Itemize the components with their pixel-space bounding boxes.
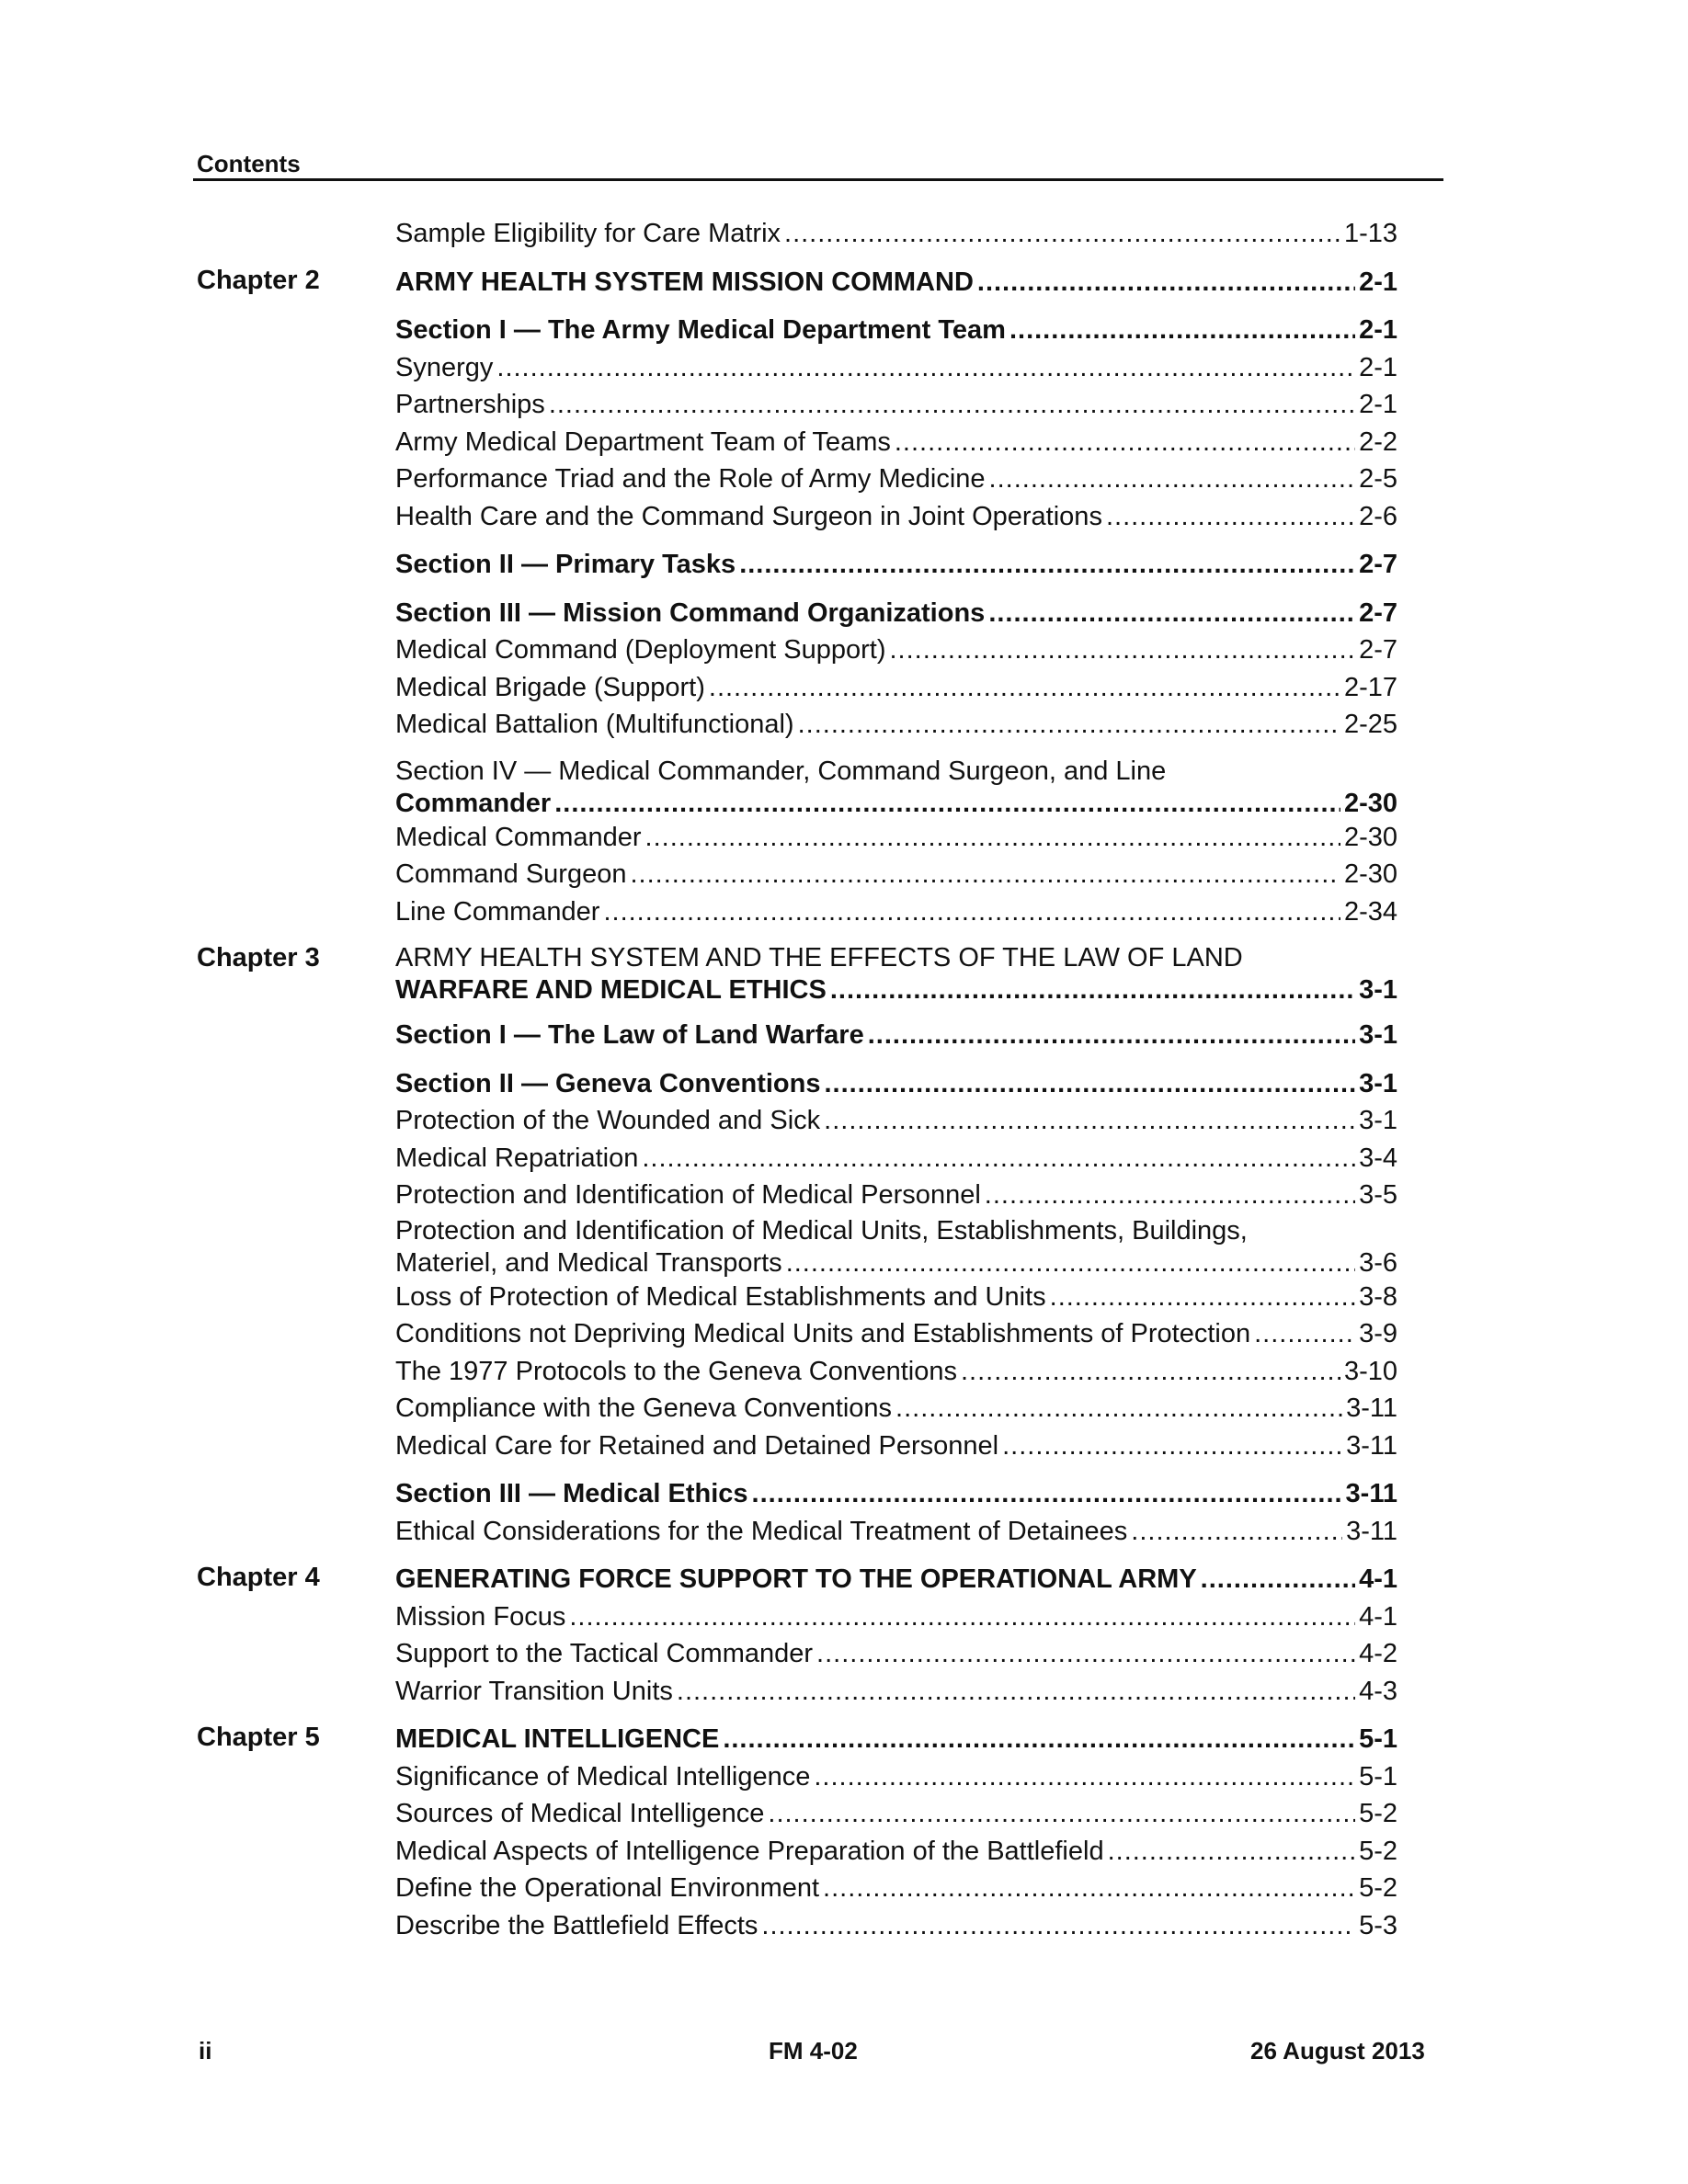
toc-entry [197,498,1397,536]
toc-leader-dots [985,1177,1355,1214]
toc-entry-body [197,1315,1397,1353]
toc-title: Section III — Medical Ethics [395,1479,748,1508]
table-of-contents [197,215,1397,1944]
toc-entry [197,215,1397,253]
toc-title: GENERATING FORCE SUPPORT TO THE OPERATIONAL ARMY [395,1564,1197,1594]
toc-entry-body [197,706,1397,744]
toc-entry [197,856,1397,893]
toc-title: Line Commander [395,896,600,927]
toc-page-number: 3-1 [1359,975,1397,1005]
toc-line [395,974,1397,1006]
toc-entry-body [197,1140,1397,1177]
toc-chapter-entry [197,941,1397,1006]
toc-entry-body [197,1428,1397,1465]
toc-leader-dots [814,1758,1355,1796]
toc-chapter-entry [197,264,1397,301]
toc-line [395,856,1397,893]
toc-entry-body [197,546,1397,584]
toc-title: Medical Brigade (Support) [395,672,705,702]
toc-title: Medical Care for Retained and Detained Personnel [395,1430,999,1461]
toc-entry [197,1833,1397,1871]
toc-entry-body [197,1907,1397,1945]
toc-page-number: 2-1 [1359,390,1397,419]
toc-line [395,461,1397,498]
toc-entry-body [197,1353,1397,1391]
toc-page-number: 3-10 [1343,1356,1397,1386]
chapter-label: Chapter 4 [197,1563,320,1592]
toc-page-number: 3-11 [1345,1479,1397,1508]
toc-leader-dots [630,856,1340,893]
toc-page-number: 3-5 [1359,1180,1397,1210]
toc-page-number: 4-2 [1359,1639,1397,1668]
toc-page-number: 2-30 [1343,788,1397,818]
toc-line [395,1635,1397,1673]
toc-section-entry [197,1475,1397,1513]
toc-page-number: 5-3 [1359,1910,1397,1940]
toc-section-entry [197,595,1397,632]
footer-date: 26 August 2013 [1250,2037,1425,2065]
toc-leader-dots [723,1721,1355,1758]
toc-page-number: 2-7 [1359,635,1397,665]
toc-line [395,1673,1397,1711]
toc-entry [197,1428,1397,1465]
toc-line [395,1598,1397,1636]
toc-line [395,546,1397,584]
toc-title-line1: ARMY HEALTH SYSTEM AND THE EFFECTS OF THE LAW OF LAND [395,943,1243,973]
toc-line [395,1315,1397,1353]
toc-title: Army Medical Department Team of Teams [395,427,891,457]
toc-entry [197,1315,1397,1353]
toc-title: Medical Aspects of Intelligence Preparation of the Battlefield [395,1836,1104,1866]
toc-title: Significance of Medical Intelligence [395,1761,811,1792]
toc-leader-dots [823,1870,1355,1907]
toc-title: ARMY HEALTH SYSTEM MISSION COMMAND [395,267,974,297]
toc-entry-body [197,755,1397,819]
toc-page-number: 1-13 [1343,219,1397,248]
toc-leader-dots [824,1102,1355,1140]
toc-entry [197,1279,1397,1316]
toc-title: MEDICAL INTELLIGENCE [395,1724,720,1754]
toc-page-number: 2-1 [1359,315,1397,345]
toc-leader-dots [752,1475,1342,1513]
toc-title-line1: Protection and Identification of Medical Units, Establishments, Buildings, [395,1215,1248,1246]
toc-page-number: 3-1 [1359,1020,1397,1050]
toc-title: Section III — Mission Command Organizations [395,597,986,628]
toc-entry-body [197,1017,1397,1054]
toc-entry [197,1177,1397,1214]
toc-entry [197,349,1397,387]
toc-title: Warrior Transition Units [395,1676,673,1706]
chapter-label: Chapter 3 [197,943,320,973]
toc-title: Health Care and the Command Surgeon in Joint Operations [395,501,1102,531]
toc-line [395,1475,1397,1513]
toc-leader-dots [1254,1315,1355,1353]
toc-leader-dots [825,1065,1356,1103]
toc-title: Compliance with the Geneva Conventions [395,1393,893,1423]
toc-line [395,1833,1397,1871]
toc-leader-dots [816,1635,1355,1673]
toc-line [395,386,1397,424]
toc-entry-body [197,498,1397,536]
toc-leader-dots [677,1673,1355,1711]
chapter-label: Chapter 2 [197,265,320,295]
toc-line [395,669,1397,707]
toc-title: Section I — The Law of Land Warfare [395,1020,864,1050]
toc-leader-dots [895,424,1355,461]
toc-leader-dots [988,595,1355,632]
toc-entry-body [197,349,1397,387]
toc-line [395,215,1397,253]
toc-leader-dots [977,264,1355,301]
toc-entry [197,1758,1397,1796]
toc-entry [197,1795,1397,1833]
toc-page-number: 2-30 [1343,822,1397,852]
toc-entry-body [197,1673,1397,1711]
toc-leader-dots [642,1140,1355,1177]
toc-entry [197,1907,1397,1945]
toc-leader-dots [1002,1428,1342,1465]
toc-line [395,1390,1397,1428]
toc-page-number: 2-7 [1359,597,1397,628]
toc-entry [197,1635,1397,1673]
toc-line [395,498,1397,536]
toc-line [395,1279,1397,1316]
toc-page-number: 3-4 [1359,1143,1397,1173]
toc-leader-dots [961,1353,1340,1391]
toc-entry-body [197,1065,1397,1103]
footer-doc-id: FM 4-02 [769,2037,858,2065]
toc-leader-dots [1050,1279,1355,1316]
toc-page-number: 3-1 [1359,1068,1397,1098]
toc-section-entry [197,1017,1397,1054]
header-rule [193,178,1443,181]
toc-title: Section II — Geneva Conventions [395,1068,821,1098]
toc-leader-dots [784,215,1340,253]
toc-entry-body [197,1870,1397,1907]
toc-entry-body [197,595,1397,632]
toc-page-number: 2-25 [1343,710,1397,739]
toc-entry [197,424,1397,461]
toc-page-number: 3-1 [1359,1106,1397,1135]
chapter-label: Chapter 5 [197,1723,320,1752]
toc-leader-dots [1131,1513,1342,1551]
running-head: Contents [197,150,301,177]
toc-leader-dots [1009,312,1355,349]
toc-entry-body [197,1513,1397,1551]
toc-entry-body [197,461,1397,498]
toc-title: WARFARE AND MEDICAL ETHICS [395,975,827,1005]
toc-leader-dots [830,974,1355,1006]
toc-title: Loss of Protection of Medical Establishments and Units [395,1281,1046,1312]
toc-chapter-entry [197,1561,1397,1598]
toc-page-number: 3-11 [1346,1393,1397,1423]
toc-title: Medical Repatriation [395,1143,639,1173]
toc-title: Describe the Battlefield Effects [395,1910,758,1940]
toc-title-line1: Section IV — Medical Commander, Command Surgeon, and Line [395,756,1167,786]
toc-title: Support to the Tactical Commander [395,1639,814,1668]
toc-entry-body [197,1279,1397,1316]
toc-line [395,631,1397,669]
toc-page-number: 5-1 [1359,1761,1397,1792]
toc-entry-body [197,1475,1397,1513]
toc-section-entry [197,1065,1397,1103]
toc-title: Materiel, and Medical Transports [395,1247,782,1278]
toc-entry [197,461,1397,498]
toc-entry [197,1673,1397,1711]
toc-line [395,312,1397,349]
toc-title: Synergy [395,352,494,382]
toc-title: Define the Operational Environment [395,1873,820,1903]
toc-entry-body [197,386,1397,424]
toc-page-number: 5-2 [1359,1799,1397,1828]
toc-leader-dots [603,893,1340,931]
toc-leader-dots [554,788,1340,819]
toc-entry-body [197,1214,1397,1279]
toc-page-number: 5-2 [1359,1873,1397,1903]
toc-line [395,1795,1397,1833]
toc-leader-dots [761,1907,1355,1945]
toc-line [395,595,1397,632]
toc-entry [197,1870,1397,1907]
toc-chapter-entry [197,1721,1397,1758]
toc-entry-body [197,424,1397,461]
toc-line [395,1065,1397,1103]
toc-title: Medical Command (Deployment Support) [395,635,886,665]
toc-leader-dots [549,386,1355,424]
toc-line [395,424,1397,461]
toc-title: Protection and Identification of Medical Personnel [395,1180,981,1210]
toc-entry [197,1390,1397,1428]
toc-line [395,1102,1397,1140]
toc-title: Ethical Considerations for the Medical Treatment of Detainees [395,1516,1128,1546]
toc-page-number: 3-9 [1359,1319,1397,1348]
toc-entry-body [197,1795,1397,1833]
toc-page-number: 3-6 [1359,1247,1397,1278]
toc-section-entry [197,755,1397,819]
toc-page-number: 3-8 [1359,1281,1397,1312]
toc-leader-dots [1201,1561,1355,1598]
toc-line [395,788,1397,819]
toc-entry [197,819,1397,857]
toc-entry [197,1598,1397,1636]
toc-title: Mission Focus [395,1601,566,1632]
toc-entry-body [197,669,1397,707]
toc-line [395,1247,1397,1279]
toc-line [395,1140,1397,1177]
toc-leader-dots [989,461,1356,498]
toc-entry [197,669,1397,707]
toc-title: Performance Triad and the Role of Army Medicine [395,464,986,494]
toc-page-number: 2-5 [1359,464,1397,494]
toc-leader-dots [569,1598,1355,1636]
toc-entry [197,1214,1397,1279]
toc-line [395,1017,1397,1054]
toc-title: Partnerships [395,390,545,419]
toc-leader-dots [786,1247,1355,1279]
toc-line [395,1177,1397,1214]
toc-leader-dots [739,546,1355,584]
toc-leader-dots [768,1795,1355,1833]
toc-leader-dots [1106,498,1355,536]
toc-entry [197,631,1397,669]
toc-line [395,1907,1397,1945]
toc-entry-body [197,1833,1397,1871]
toc-title: Commander [395,788,552,818]
toc-title: Protection of the Wounded and Sick [395,1106,821,1135]
toc-title: Command Surgeon [395,859,627,889]
toc-title: Sources of Medical Intelligence [395,1799,765,1828]
toc-title: Conditions not Depriving Medical Units and Establishments of Protection [395,1319,1251,1348]
toc-line [395,1870,1397,1907]
toc-entry [197,1513,1397,1551]
toc-line [395,1513,1397,1551]
footer-page-number: ii [199,2037,212,2065]
toc-leader-dots [709,669,1340,707]
toc-line [395,1353,1397,1391]
toc-line [395,1561,1397,1598]
toc-leader-dots [496,349,1355,387]
toc-page-number: 3-11 [1346,1516,1397,1546]
toc-section-entry [197,312,1397,349]
toc-page-number: 4-1 [1359,1601,1397,1632]
toc-entry [197,1140,1397,1177]
toc-line [395,819,1397,857]
toc-line [395,1721,1397,1758]
toc-leader-dots [645,819,1340,857]
toc-title: The 1977 Protocols to the Geneva Conventions [395,1356,957,1386]
toc-entry-body [197,893,1397,931]
toc-page-number: 2-34 [1343,896,1397,927]
toc-line [395,349,1397,387]
toc-title: Section I — The Army Medical Department Team [395,315,1006,345]
toc-title: Medical Commander [395,822,642,852]
toc-page-number: 2-17 [1343,672,1397,702]
toc-entry [197,386,1397,424]
toc-page-number: 2-2 [1359,427,1397,457]
toc-entry-body [197,856,1397,893]
toc-line [395,893,1397,931]
toc-page-number: 5-2 [1359,1836,1397,1866]
toc-title: Sample Eligibility for Care Matrix [395,219,781,248]
toc-entry-body [197,312,1397,349]
toc-page-number: 2-1 [1359,267,1397,297]
toc-entry-body [197,819,1397,857]
toc-page-number: 2-6 [1359,501,1397,531]
toc-leader-dots [895,1390,1342,1428]
toc-page-number: 4-3 [1359,1676,1397,1706]
toc-entry-body [197,1635,1397,1673]
toc-entry-body [197,1177,1397,1214]
toc-section-entry [197,546,1397,584]
toc-page-number: 5-1 [1359,1724,1397,1754]
toc-entry [197,1102,1397,1140]
toc-line [395,1758,1397,1796]
toc-entry-body [197,1758,1397,1796]
toc-page-number: 3-11 [1346,1430,1397,1461]
toc-entry [197,1353,1397,1391]
toc-entry-body [197,1102,1397,1140]
toc-title: Section II — Primary Tasks [395,550,736,579]
toc-entry [197,706,1397,744]
toc-page-number: 2-1 [1359,352,1397,382]
toc-line [395,1428,1397,1465]
toc-title: Medical Battalion (Multifunctional) [395,710,794,739]
toc-leader-dots [1108,1833,1356,1871]
toc-entry-body [197,631,1397,669]
toc-leader-dots [798,706,1340,744]
toc-page-number: 2-30 [1343,859,1397,889]
toc-line [395,264,1397,301]
toc-leader-dots [890,631,1356,669]
toc-page-number: 4-1 [1359,1564,1397,1594]
toc-entry [197,893,1397,931]
toc-entry-body [197,1598,1397,1636]
toc-line [395,706,1397,744]
toc-entry-body [197,1390,1397,1428]
toc-entry-body [197,215,1397,253]
toc-leader-dots [868,1017,1355,1054]
toc-page-number: 2-7 [1359,550,1397,579]
